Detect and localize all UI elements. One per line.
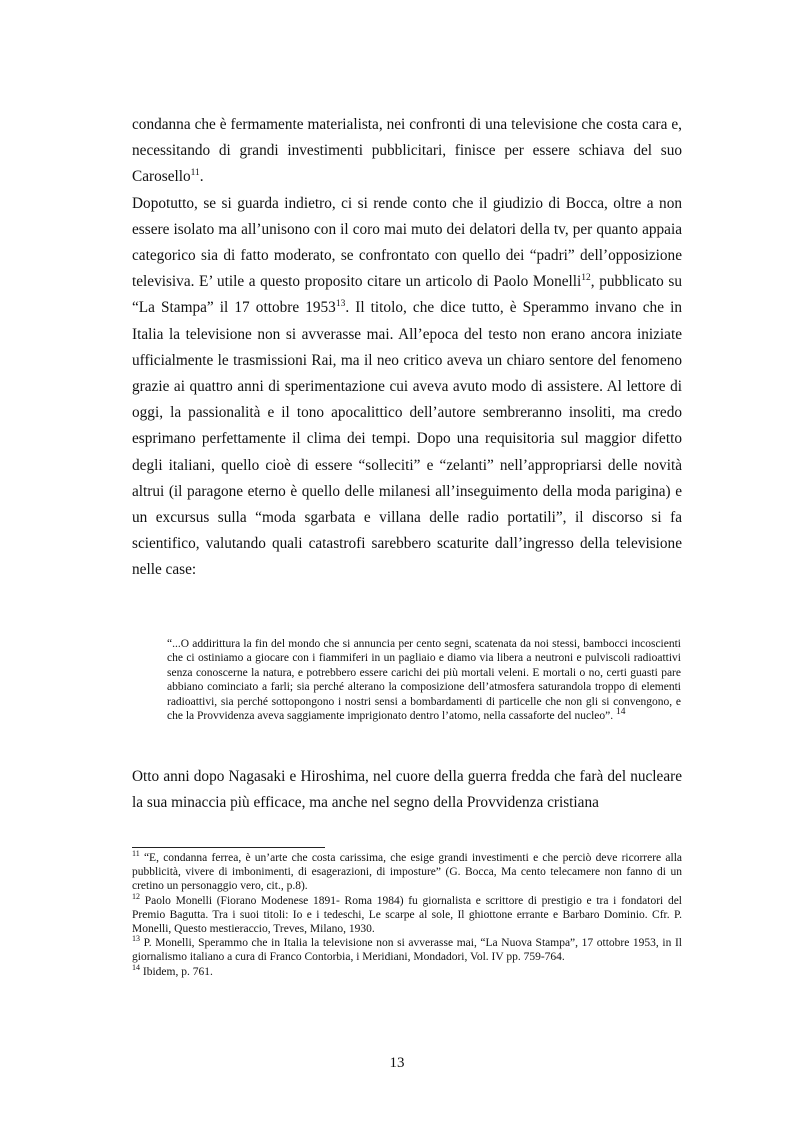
paragraph-3: Otto anni dopo Nagasaki e Hiroshima, nel cuore della guerra fredda che farà del nucleare la sua minaccia più efficace, ma anche nel segno della Provvidenza cristiana xyxy=(132,768,682,812)
footnote-ref-13[interactable]: 13 xyxy=(335,299,346,310)
footnote-ref-14[interactable]: 14 xyxy=(615,707,626,718)
footnote-11: $^{11}$ “E, condanna ferrea, è un’arte che costa carissima, che esige grandi investimenti e che perciò deve ricorrere alla pubblicità, vivere di imbonimenti, di esagerazioni, di imposture” (G. Bocca, Ma cento telecamere non fanno di un cretino un personaggio vero, cit., p.8). xyxy=(132,849,682,893)
body-text xyxy=(132,112,682,584)
page-number: 13 xyxy=(389,1055,405,1071)
footnote-12: $^{12}$ Paolo Monelli (Fiorano Modenese 1891- Roma 1984) fu giornalista e scrittore di prestigio e tra i fondatori del Premio Bagutta. Tra i suoi titoli: Io e i tedeschi, Le scarpe al sole, Il ghiottone errante e Barbaro Dominio. Cfr. P. Monelli, Questo mestieraccio, Treves, Milano, 1930. xyxy=(132,891,682,936)
paragraph-2: Dopotutto, se si guarda indietro, ci si rende conto che il giudizio di Bocca, oltre a non essere isolato ma all’unisono con il coro mai muto dei delatori della tv, per quanto appaia categorico sia di fatto moderato, se confrontato con quello dei “padri” dell’opposizione televisiva. E’ utile a questo proposito citare un articolo di Paolo Monelli$^{12}$, pubblicato su “La Stampa” il 17 ottobre 1953$^{13}$. Il titolo, che dice tutto, è Sperammo invano che in Italia la televisione non si avverasse mai. All’epoca del testo non erano ancora iniziate ufficialmente le trasmissioni Rai, ma il neo critico aveva un chiaro sentore del fenomeno grazie ai quattro anni di sperimentazione cui aveva avuto modo di assistere. Al lettore di oggi, la passionalità e il tono apocalittico dell’autore sembreranno insoliti, ma credo esprimano perfettamente il clima dei tempi. Dopo una requisitoria sul maggior difetto degli italiani, quello cioè di essere “solleciti” e “zelanti” nell’appropriarsi delle novità altrui (il paragone eterno è quello delle milanesi all’inseguimento della moda parigina) e un excursus sulla “moda sgarbata e villana delle radio portatili”, il discorso si fa scientifico, valutando quali catastrofi sarebbero scaturite dall’ingresso della televisione nelle case: xyxy=(132,194,682,579)
footnote-divider xyxy=(132,847,325,848)
footnote-14: $^{14}$ Ibidem, p. 761. xyxy=(132,962,213,978)
footnote-13: $^{13}$ P. Monelli, Sperammo che in Italia la televisione non si avverasse mai, “La Nuova Stampa”, 17 ottobre 1953, in Il giornalismo italiano a cura di Franco Contorbia, i Meridiani, Mondadori, Vol. IV pp. 759-764. xyxy=(132,934,682,964)
footnote-ref-11[interactable]: 11 xyxy=(190,168,200,179)
footnotes xyxy=(132,851,682,979)
paragraph-1: condanna che è fermamente materialista, nei confronti di una televisione che costa cara e, necessitando di grandi investimenti pubblicitari, finisce per essere schiava del suo Carosello$^{11}$. xyxy=(132,116,682,186)
footnote-ref-12[interactable]: 12 xyxy=(581,273,591,284)
block-quote: “...O addirittura la fin del mondo che si annuncia per cento segni, scatenata da noi stessi, bambocci incoscienti che ci ostiniamo a giocare con i fiammiferi in un pagliaio e diamo via libera a neutroni e pulviscoli radioattivi senza conoscerne la natura, e potrebbero essere carichi dei più mortali veleni. E mortali o no, certi guasti pare abbiano cominciato a farli; sia perché alterano la composizione dell’atmosfera saturandola troppo di elementi radioattivi, sia perché sottopongono i nostri sensi a bombardamenti di particelle che non gli si convengono, e che la Provvidenza aveva saggiamente imprigionato dentro l’atomo, nella cassaforte del nucleo”. $^{14}$ xyxy=(167,638,681,723)
